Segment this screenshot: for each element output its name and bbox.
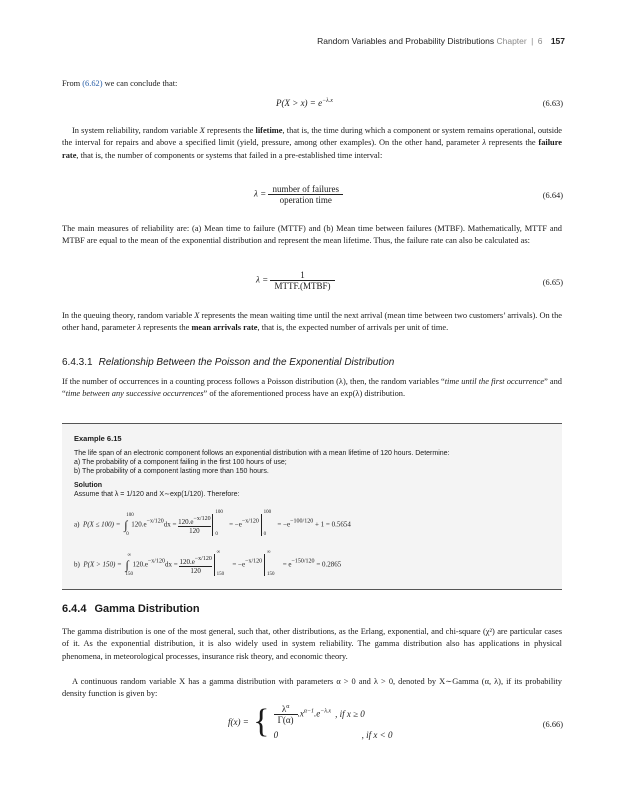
- eval-bar-2: [264, 550, 281, 577]
- text: represents the: [204, 126, 256, 135]
- text: In the queuing theory, random variable: [62, 311, 195, 320]
- text: , that is, the number of components or systems that failed in a pre-established time interval:: [76, 150, 383, 160]
- case1-fraction: [274, 704, 298, 725]
- sol-b-lhs: P(X > 150) =: [83, 560, 122, 569]
- eq-6-64-numerator: number of failures: [268, 184, 342, 195]
- mid-exp: −x/120: [241, 518, 259, 525]
- integrand: 120.e: [132, 560, 148, 569]
- case1-e-exp: −λ.x: [320, 708, 332, 715]
- example-item-b: b) The probability of a component lasting more than 150 hours.: [74, 468, 269, 475]
- sol-b-result: = 0.2865: [316, 560, 342, 569]
- page-number: 157: [550, 36, 565, 46]
- tail: = e: [282, 560, 292, 569]
- gamma-paragraph-2: A continuous random variable X has a gamma distribution with parameters α > 0 and λ > 0, denoted by X∼Gamma (α, λ), if its probability density function is given by:: [62, 677, 562, 699]
- gamma-paragraph-1: The gamma distribution is one of the most general, such that, other distributions, as the Erlang, exponential, and chi-square (χ²) are particular cases of it. As the exponential distribution, it is also widely used in system reliability. The gamma distribution also has applications in physical phenomena, in meteorological processes, insurance risk theory, and economic theory.: [62, 627, 562, 661]
- equation-number-6-63: (6.63): [542, 99, 563, 108]
- integrand-exp: −x/120: [147, 558, 165, 565]
- case1-num-exp: α: [286, 704, 290, 710]
- intro-text: From: [62, 79, 83, 88]
- running-header: [317, 36, 565, 46]
- case2-value: 0: [273, 730, 279, 740]
- reliability-paragraph: [62, 125, 562, 162]
- case-1: [274, 704, 393, 726]
- var-x: X: [194, 311, 200, 320]
- text: , that is, the expected number of arrivals per unit of time.: [257, 323, 449, 333]
- case-2: [274, 730, 393, 740]
- frac-num-exp: −x/120: [194, 555, 212, 562]
- case1-num: λ: [281, 704, 287, 714]
- term-lifetime: lifetime: [255, 126, 283, 135]
- sol-a-lhs: P(X ≤ 100) =: [82, 520, 121, 529]
- equation-6-63: [276, 98, 333, 108]
- mttf-paragraph: The main measures of reliability are: (a) Mean time to failure (MTTF) and (b) Mean time between failures (MTBF). Mathematically, MTTF and MTBF are equal to the mean of the exponential distribution and represent the mean lifetime. Thus, the failure rate can also be calculated as:: [62, 224, 562, 246]
- text: represents the mean waiting time until the next arrival (mean time between two customers’ arrivals). On the other hand, parameter: [62, 311, 563, 333]
- solution-a: [74, 510, 351, 537]
- chapter-label: Chapter: [496, 36, 527, 46]
- eval-bar: [212, 510, 227, 537]
- text: In system reliability, random variable: [72, 126, 200, 135]
- frac-num: 120.e: [179, 557, 195, 566]
- int-lower: 150: [125, 571, 134, 577]
- eq-6-65-lhs: λ =: [256, 274, 269, 285]
- dx: dx =: [164, 560, 178, 569]
- sol-b-label: b): [74, 560, 80, 569]
- case1-e: .e: [314, 708, 321, 719]
- frac-den: 120: [189, 526, 200, 535]
- fraction: [178, 516, 210, 535]
- eq-6-64-lhs: λ =: [254, 188, 267, 199]
- equation-6-64: [254, 184, 343, 205]
- quote-time-between: time between any successive occurrences: [65, 389, 204, 399]
- sol-a-label: a): [74, 520, 80, 529]
- eval-lower: 150: [216, 572, 225, 577]
- eq-6-64-fraction: [268, 184, 342, 205]
- term-failure-rate: failure rate: [62, 138, 562, 160]
- section-heading-6-4-4: [62, 603, 200, 615]
- integrand-exp: −x/120: [146, 518, 164, 525]
- equation-number-6-64: (6.64): [542, 191, 563, 200]
- case1-den: Γ(α): [277, 715, 294, 725]
- tail-exp: −100/120: [290, 518, 314, 525]
- section-heading-6-4-3-1: [62, 357, 394, 368]
- mid: = −e: [229, 520, 242, 529]
- equation-ref-link[interactable]: (6.62): [82, 79, 103, 88]
- section-number: 6.4.3.1: [62, 357, 93, 368]
- equation-6-66: [228, 704, 392, 740]
- eval-lower: 0: [215, 532, 218, 537]
- mid-upper: 100: [263, 510, 272, 515]
- eq-6-64-denominator: operation time: [279, 195, 332, 205]
- example-statement: The life span of an electronic component follows an exponential distribution with a mean lifetime of 120 hours. Determine:: [74, 450, 450, 457]
- example-item-a: a) The probability of a component failing in the first 100 hours of use;: [74, 459, 287, 466]
- text: represents the: [140, 323, 192, 333]
- eq-6-66-lhs: f(x) =: [228, 717, 249, 727]
- queue-paragraph: [62, 310, 562, 335]
- eval-upper: ∞: [216, 550, 221, 555]
- int-lower: 0: [126, 531, 129, 537]
- int-upper: ∞: [127, 552, 132, 558]
- solution-b: [74, 550, 342, 577]
- example-title: Example 6.15: [74, 434, 122, 443]
- var-x: X: [199, 126, 205, 135]
- mid-lower: 0: [263, 532, 267, 537]
- example-box: [62, 423, 562, 590]
- frac-num: 120.e: [178, 517, 194, 526]
- eq-6-66-cases: [274, 704, 393, 740]
- mid-exp: −x/120: [245, 558, 263, 565]
- dx: dx =: [163, 520, 177, 529]
- term-mean-arrivals-rate: mean arrivals rate: [191, 323, 258, 333]
- running-title: Random Variables and Probability Distributions: [317, 36, 495, 46]
- integral-sign: ∫ 100 0: [124, 512, 134, 537]
- var-lambda: λ: [482, 138, 486, 148]
- chapter-number: 6: [537, 36, 543, 46]
- mid-upper: ∞: [266, 550, 271, 555]
- equation-6-65: [256, 270, 335, 291]
- eval-bar-2: [261, 510, 276, 537]
- eq-6-63-lhs: P(X > x) = e: [276, 98, 323, 108]
- frac-num-exp: −x/120: [193, 515, 211, 522]
- sol-a-result: + 1 = 0.5654: [314, 520, 351, 529]
- eq-6-65-fraction: [270, 270, 334, 291]
- section-title: Relationship Between the Poisson and the Exponential Distribution: [98, 357, 395, 368]
- text: ” and “: [62, 377, 562, 399]
- var-lambda: λ: [137, 323, 141, 333]
- tail-exp: −150/120: [291, 558, 315, 565]
- eval-bar: [214, 550, 231, 577]
- left-brace: {: [253, 703, 270, 740]
- intro-text-after: we can conclude that:: [102, 79, 178, 88]
- equation-number-6-65: (6.65): [542, 278, 563, 287]
- case2-condition: , if x < 0: [361, 730, 393, 740]
- text: ” of the aforementioned process have an exp(λ) distribution.: [203, 389, 406, 399]
- fraction: [179, 556, 211, 575]
- quote-time-until-first: time until the first occurrence: [444, 377, 545, 386]
- int-upper: 100: [126, 512, 134, 518]
- solution-label: Solution: [74, 482, 102, 489]
- case1-condition: , if x ≥ 0: [335, 708, 365, 719]
- section-title: Gamma Distribution: [94, 603, 200, 615]
- section-number: 6.4.4: [62, 603, 87, 615]
- case1-x-exp: α−1: [303, 708, 315, 715]
- text: represents the: [485, 138, 539, 148]
- equation-number-6-66: (6.66): [542, 720, 563, 729]
- eval-upper: 100: [215, 510, 223, 515]
- text: , that is, the time during which a component or system remains operational, outside the interval for repairs and above a specified limit (yield, pressure, among other examples). On the other hand, parameter: [62, 126, 563, 148]
- text: If the number of occurrences in a counting process follows a Poisson distribution (λ), then, the random variables “: [62, 377, 445, 386]
- frac-den: 120: [190, 566, 201, 575]
- tail: = −e: [277, 520, 291, 529]
- case1-x: .x: [297, 708, 304, 719]
- eq-6-65-denominator: MTTF.(MTBF): [274, 281, 331, 291]
- integral-sign: ∫ ∞ 150: [125, 552, 134, 577]
- header-separator: |: [531, 36, 534, 46]
- poisson-paragraph: [62, 376, 562, 401]
- integrand: 120.e: [131, 520, 147, 529]
- eq-6-65-numerator: 1: [270, 270, 334, 281]
- intro-paragraph: [62, 78, 562, 90]
- solution-assume: Assume that λ = 1/120 and X∼exp(1/120). Therefore:: [74, 491, 240, 498]
- mid-lower: 150: [266, 572, 275, 577]
- mid: = −e: [232, 560, 246, 569]
- eq-6-63-exponent: −λ.x: [322, 98, 333, 104]
